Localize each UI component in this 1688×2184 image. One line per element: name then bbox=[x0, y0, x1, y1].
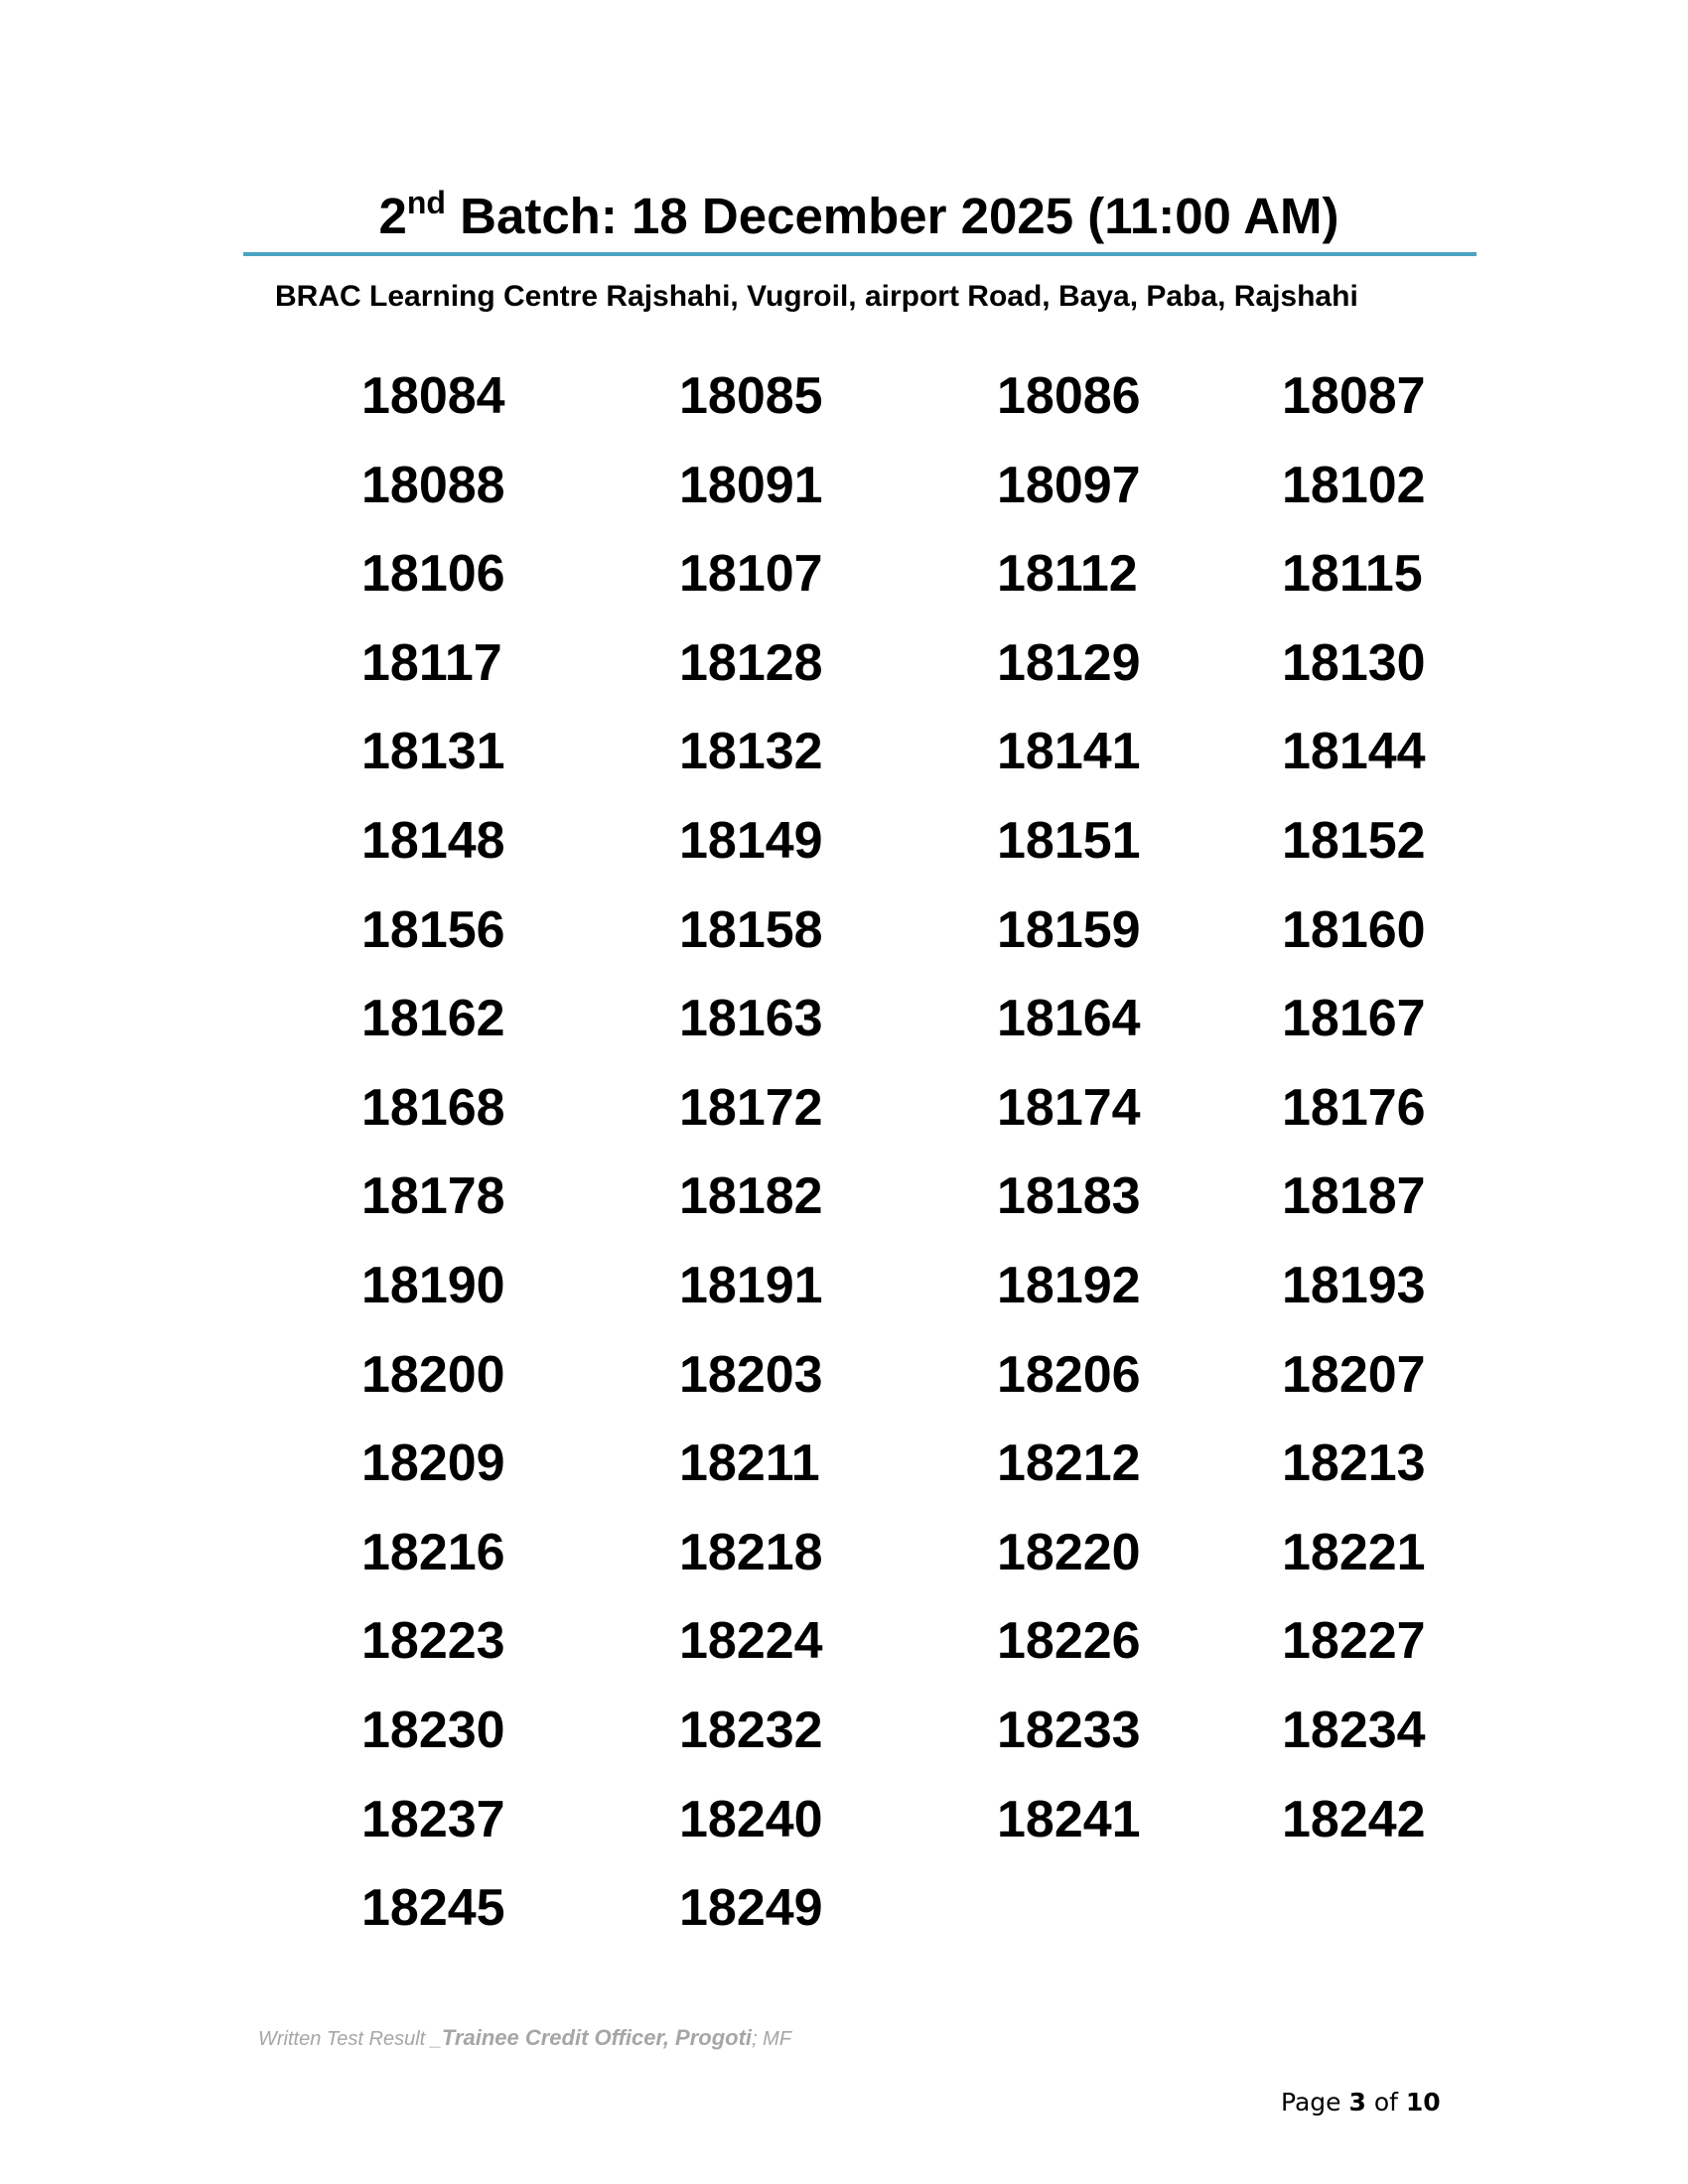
roll-number: 18249 bbox=[679, 1879, 823, 1938]
roll-number: 18144 bbox=[1282, 723, 1426, 781]
page-of: of bbox=[1365, 2088, 1406, 2116]
roll-number: 18163 bbox=[679, 990, 823, 1048]
roll-number: 18158 bbox=[679, 900, 823, 959]
roll-number: 18102 bbox=[1282, 456, 1426, 514]
roll-number: 18212 bbox=[997, 1434, 1141, 1493]
roll-number: 18174 bbox=[997, 1078, 1141, 1137]
roll-number: 18200 bbox=[361, 1345, 505, 1404]
roll-number: 18097 bbox=[997, 456, 1141, 514]
roll-number: 18149 bbox=[679, 811, 823, 870]
roll-number: 18209 bbox=[361, 1434, 505, 1493]
footer-note-position: Trainee Credit Officer, Progoti bbox=[441, 2025, 753, 2050]
roll-number: 18227 bbox=[1282, 1612, 1426, 1671]
roll-number: 18115 bbox=[1282, 545, 1423, 604]
roll-number: 18151 bbox=[997, 811, 1141, 870]
roll-number: 18159 bbox=[997, 900, 1141, 959]
roll-number: 18216 bbox=[361, 1523, 505, 1581]
roll-number: 18207 bbox=[1282, 1345, 1426, 1404]
roll-number: 18085 bbox=[679, 367, 823, 425]
roll-number: 18182 bbox=[679, 1167, 823, 1226]
roll-number: 18178 bbox=[361, 1167, 505, 1226]
roll-number: 18091 bbox=[679, 456, 823, 514]
roll-number: 18084 bbox=[361, 367, 505, 425]
title-underline bbox=[243, 252, 1477, 256]
roll-number: 18226 bbox=[997, 1612, 1141, 1671]
roll-number: 18131 bbox=[361, 723, 505, 781]
roll-number: 18230 bbox=[361, 1701, 505, 1759]
roll-number: 18237 bbox=[361, 1790, 505, 1848]
roll-number: 18245 bbox=[361, 1879, 505, 1938]
roll-number: 18233 bbox=[997, 1701, 1141, 1759]
roll-number: 18152 bbox=[1282, 811, 1426, 870]
roll-number: 18162 bbox=[361, 990, 505, 1048]
page-label: Page bbox=[1281, 2088, 1349, 2116]
roll-number: 18107 bbox=[679, 545, 823, 604]
roll-number: 18112 bbox=[997, 545, 1138, 604]
venue-address: BRAC Learning Centre Rajshahi, Vugroil, airport Road, Baya, Paba, Rajshahi bbox=[275, 280, 1358, 313]
roll-number: 18223 bbox=[361, 1612, 505, 1671]
page-title bbox=[243, 182, 1475, 251]
page-number bbox=[1281, 2088, 1441, 2116]
title-text: Batch: 18 December 2025 (11:00 AM) bbox=[445, 188, 1339, 244]
roll-number: 18218 bbox=[679, 1523, 823, 1581]
roll-number: 18224 bbox=[679, 1612, 823, 1671]
roll-number: 18087 bbox=[1282, 367, 1426, 425]
roll-number: 18117 bbox=[361, 633, 502, 692]
title-ordinal: 2 bbox=[378, 188, 407, 244]
roll-number: 18156 bbox=[361, 900, 505, 959]
footer-note-prefix: Written Test Result _ bbox=[258, 2028, 442, 2050]
roll-number: 18203 bbox=[679, 1345, 823, 1404]
roll-number: 18129 bbox=[997, 633, 1141, 692]
roll-number: 18234 bbox=[1282, 1701, 1426, 1759]
roll-number: 18241 bbox=[997, 1790, 1141, 1848]
roll-number: 18160 bbox=[1282, 900, 1426, 959]
roll-number: 18167 bbox=[1282, 990, 1426, 1048]
roll-number: 18232 bbox=[679, 1701, 823, 1759]
roll-number: 18128 bbox=[679, 633, 823, 692]
roll-number: 18164 bbox=[997, 990, 1141, 1048]
roll-number: 18183 bbox=[997, 1167, 1141, 1226]
roll-number: 18221 bbox=[1282, 1523, 1426, 1581]
roll-number: 18086 bbox=[997, 367, 1141, 425]
roll-number: 18213 bbox=[1282, 1434, 1426, 1493]
footer-note-suffix: ; MF bbox=[752, 2028, 792, 2050]
roll-number: 18130 bbox=[1282, 633, 1426, 692]
roll-number: 18240 bbox=[679, 1790, 823, 1848]
roll-number: 18132 bbox=[679, 723, 823, 781]
roll-number: 18193 bbox=[1282, 1256, 1426, 1314]
roll-number: 18176 bbox=[1282, 1078, 1426, 1137]
roll-number: 18088 bbox=[361, 456, 505, 514]
roll-number: 18242 bbox=[1282, 1790, 1426, 1848]
roll-number: 18148 bbox=[361, 811, 505, 870]
roll-number-grid bbox=[338, 361, 1479, 1963]
title-ordinal-suffix: nd bbox=[406, 185, 446, 220]
roll-number: 18192 bbox=[997, 1256, 1141, 1314]
roll-number: 18211 bbox=[679, 1434, 820, 1493]
roll-number: 18190 bbox=[361, 1256, 505, 1314]
roll-number: 18168 bbox=[361, 1078, 505, 1137]
roll-number: 18106 bbox=[361, 545, 505, 604]
roll-number: 18187 bbox=[1282, 1167, 1426, 1226]
roll-number: 18141 bbox=[997, 723, 1141, 781]
roll-number: 18191 bbox=[679, 1256, 823, 1314]
roll-number: 18172 bbox=[679, 1078, 823, 1137]
roll-number: 18220 bbox=[997, 1523, 1141, 1581]
page-total: 10 bbox=[1405, 2088, 1441, 2116]
page-current: 3 bbox=[1348, 2088, 1366, 2116]
footer-note bbox=[258, 2025, 791, 2051]
roll-number: 18206 bbox=[997, 1345, 1141, 1404]
